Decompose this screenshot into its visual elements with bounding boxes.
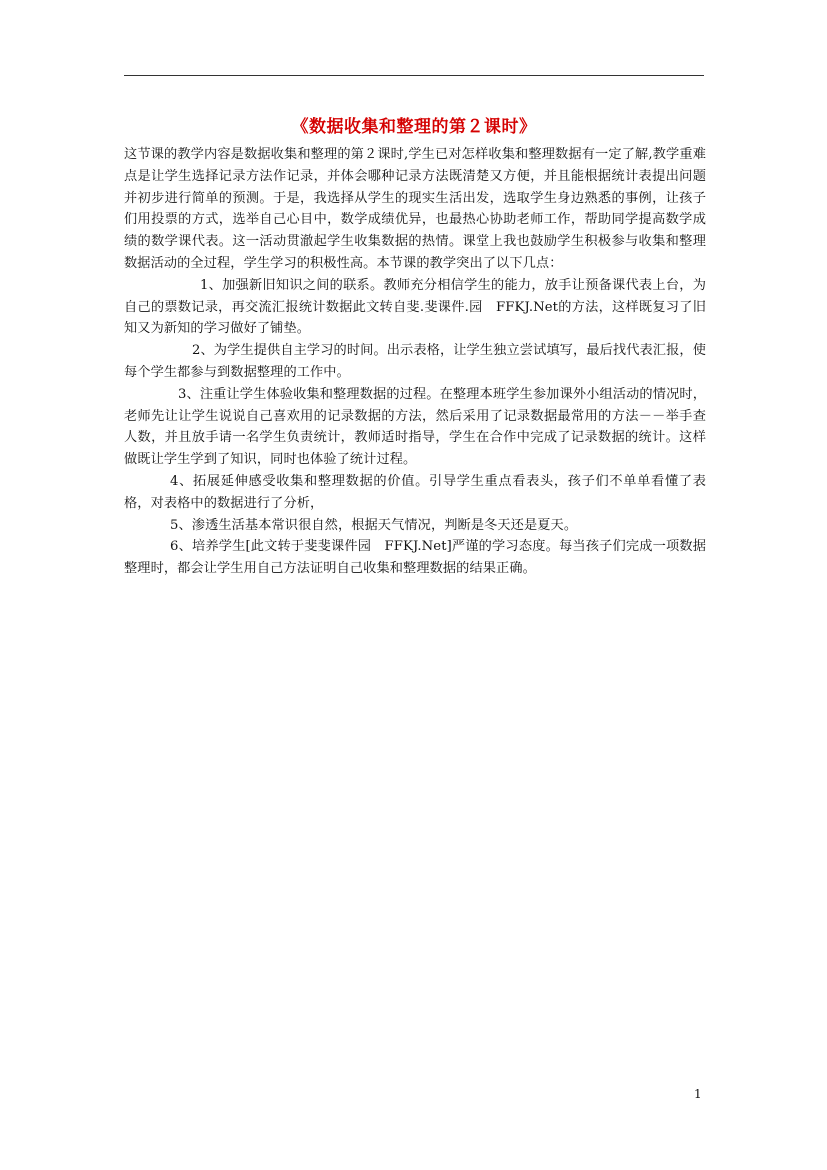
point-paragraph-4: 4、拓展延伸感受收集和整理数据的价值。引导学生重点看表头，孩子们不单单看懂了表格，对表格中的数据进行了分析，: [124, 473, 706, 511]
point-paragraph-5: 5、渗透生活基本常识很自然，根据天气情况，判断是冬天还是夏天。: [170, 517, 578, 533]
page-number: 1: [694, 1087, 702, 1101]
point-paragraph-2: 2、为学生提供自主学习的时间。出示表格，让学生独立尝试填写，最后找代表汇报，使每个学生都参与到数据整理的工作中。: [124, 343, 706, 380]
document-body: [124, 144, 706, 580]
point-paragraph-3: 3、注重让学生体验收集和整理数据的过程。在整理本班学生参加课外小组活动的情况时，老师先让让学生说说自己喜欢用的记录数据的方法，然后采用了记录数据最常用的方法－－举手查人数，并且放手请一名学生负责统计，教师适时指导，学生在合作中完成了记录数据的统计。这样做既让学生学到了知识，同时也体验了统计过程。: [124, 386, 706, 468]
point-paragraph-1: 1、加强新旧知识之间的联系。教师充分相信学生的能力，放手让预备课代表上台，为自己的票数记录，再交流汇报统计数据此文转自斐.斐课件.园 FFKJ.Net的方法，这样既复习了旧知又为新知的学习做好了铺垫。: [124, 277, 706, 337]
header-rule: [124, 75, 704, 76]
point-paragraph-6: 6、培养学生[此文转于斐斐课件园 FFKJ.Net]严谨的学习态度。每当孩子们完成一项数据整理时，都会让学生用自己方法证明自己收集和整理数据的结果正确。: [124, 539, 706, 577]
document-title: 《数据收集和整理的第２课时》: [291, 117, 537, 137]
intro-paragraph: 这节课的教学内容是数据收集和整理的第２课时,学生已对怎样收集和整理数据有一定了解,教学重难点是让学生选择记录方法作记录，并体会哪种记录方法既清楚又方便，并且能根据统计表提出问题并初步进行简单的预测。于是，我选择从学生的现实生活出发，选取学生身边熟悉的事例，让孩子们用投票的方式，选举自己心目中，数学成绩优异，也最热心协助老师工作，帮助同学提高数学成绩的数学课代表。这一活动贯澈起学生收集数据的热情。课堂上我也鼓励学生积极参与收集和整理数据活动的全过程，学生学习的积极性高。本节课的教学突出了以下几点：: [124, 147, 706, 271]
